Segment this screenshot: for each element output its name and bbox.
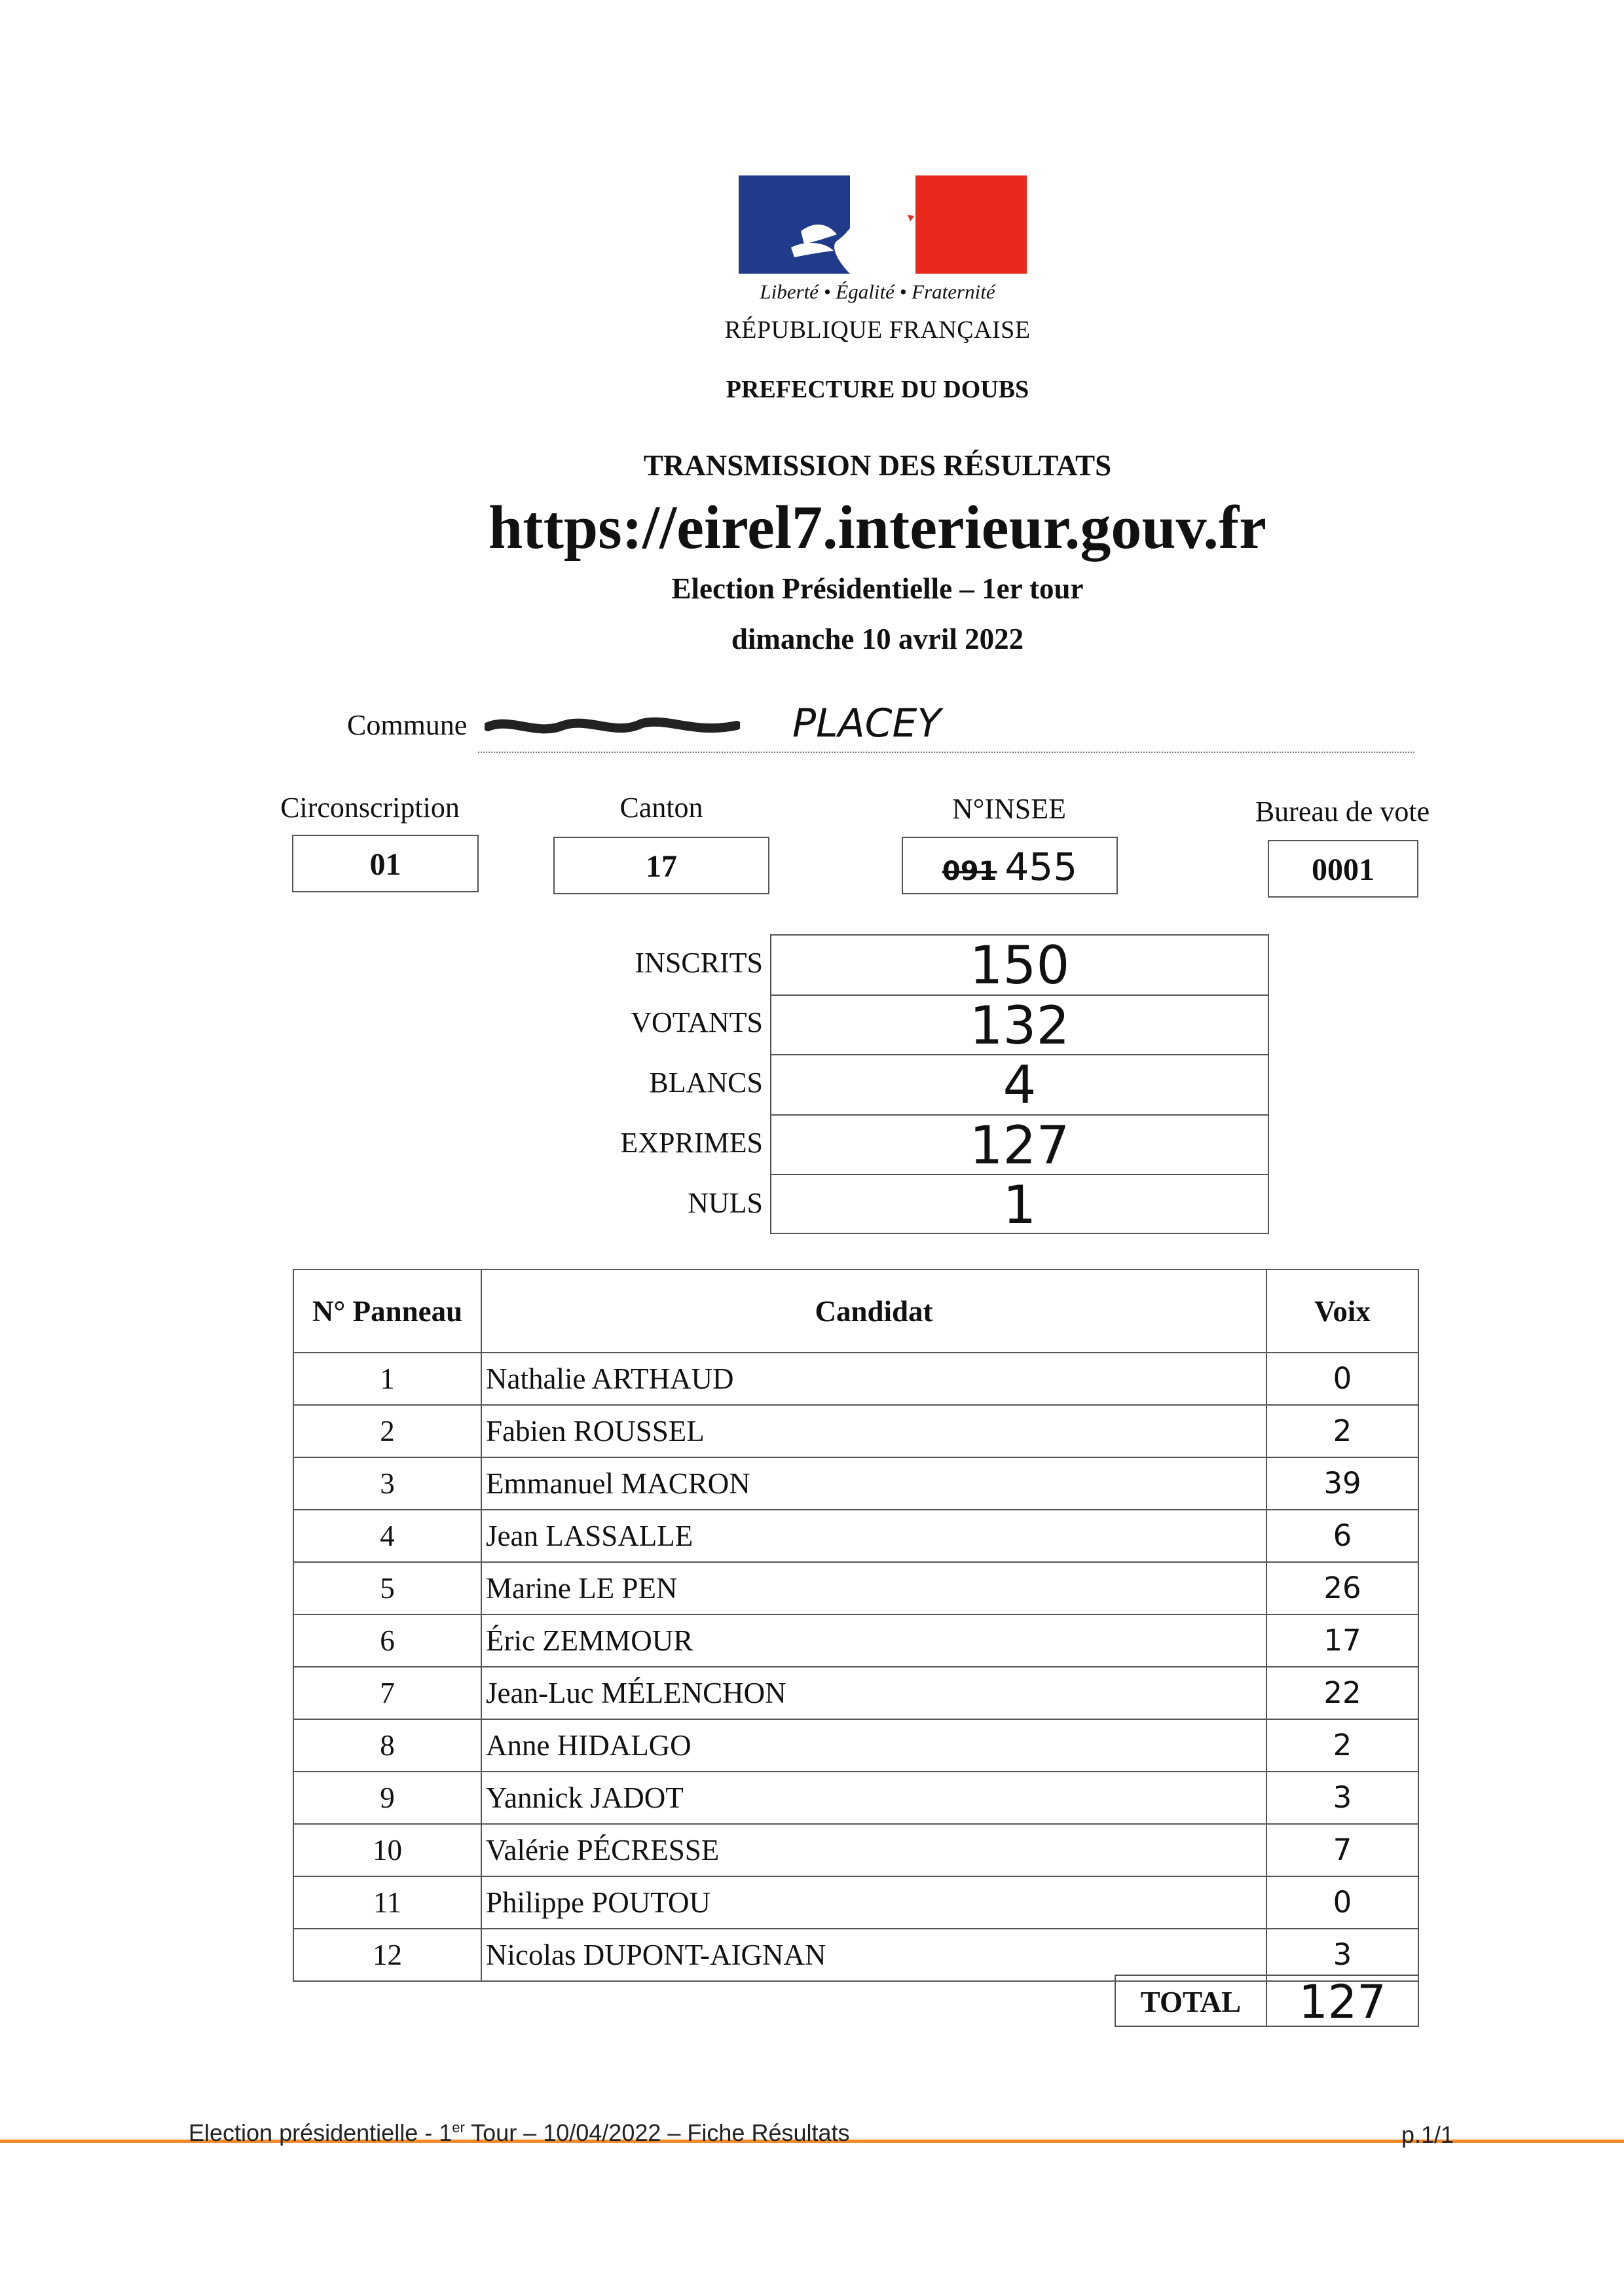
table-row	[293, 1772, 1418, 1824]
candidate-name: Éric ZEMMOUR	[481, 1614, 1266, 1667]
candidate-votes: 7	[1266, 1824, 1418, 1876]
footer-text-part1: Election présidentielle - 1	[189, 2119, 452, 2146]
table-row	[293, 1876, 1418, 1929]
row-number: 1	[293, 1353, 481, 1405]
candidate-votes: 2	[1266, 1405, 1418, 1457]
row-number: 3	[293, 1457, 481, 1510]
blancs-value: 4	[771, 1055, 1268, 1116]
footer-text-sup: er	[452, 2119, 465, 2136]
nuls-label: NULS	[688, 1187, 763, 1219]
redacted-scribble-icon	[485, 714, 740, 740]
candidate-votes: 3	[1266, 1772, 1418, 1824]
table-row	[293, 1614, 1418, 1667]
footer-text	[189, 2119, 850, 2147]
circonscription-field: 01	[292, 835, 479, 892]
row-number: 9	[293, 1772, 481, 1824]
table-row	[293, 1719, 1418, 1772]
marianne-logo-icon	[739, 175, 1027, 277]
blancs-label: BLANCS	[649, 1066, 763, 1099]
votants-label: VOTANTS	[631, 1006, 763, 1038]
commune-label: Commune	[347, 709, 468, 741]
total-label: TOTAL	[1115, 1975, 1267, 2027]
votants-value: 132	[771, 996, 1268, 1056]
row-number: 4	[293, 1510, 481, 1562]
prefecture-title: PREFECTURE DU DOUBS	[726, 376, 1029, 403]
bureau-field: 0001	[1268, 840, 1418, 898]
candidate-name: Jean LASSALLE	[481, 1510, 1266, 1562]
candidate-name: Emmanuel MACRON	[481, 1457, 1266, 1510]
footer-text-part2: Tour – 10/04/2022 – Fiche Résultats	[464, 2119, 850, 2146]
candidate-votes: 22	[1266, 1667, 1418, 1719]
republique-francaise-text: RÉPUBLIQUE FRANÇAISE	[724, 316, 1031, 344]
table-row	[293, 1562, 1418, 1614]
header-voix: Voix	[1266, 1269, 1418, 1353]
candidate-name: Yannick JADOT	[481, 1772, 1266, 1824]
election-date: dimanche 10 avril 2022	[731, 623, 1024, 655]
bureau-label: Bureau de vote	[1255, 795, 1430, 828]
candidate-votes: 2	[1266, 1719, 1418, 1772]
motto-text: Liberté • Égalité • Fraternité	[760, 280, 995, 303]
row-number: 11	[293, 1876, 481, 1929]
insee-field	[902, 837, 1118, 894]
exprimes-value: 127	[771, 1116, 1268, 1176]
row-number: 8	[293, 1719, 481, 1772]
candidate-votes: 17	[1266, 1614, 1418, 1667]
table-row	[293, 1667, 1418, 1719]
row-number: 10	[293, 1824, 481, 1876]
table-row	[293, 1929, 1418, 1981]
header-candidat: Candidat	[481, 1269, 1266, 1353]
row-number: 7	[293, 1667, 481, 1719]
insee-label: N°INSEE	[951, 793, 1067, 825]
candidate-name: Jean-Luc MÉLENCHON	[481, 1667, 1266, 1719]
candidate-votes: 3	[1266, 1929, 1418, 1981]
table-row	[293, 1510, 1418, 1562]
row-number: 2	[293, 1405, 481, 1457]
row-number: 12	[293, 1929, 481, 1981]
candidate-name: Philippe POUTOU	[481, 1876, 1266, 1929]
row-number: 5	[293, 1562, 481, 1614]
canton-label: Canton	[619, 792, 703, 824]
candidate-name: Anne HIDALGO	[481, 1719, 1266, 1772]
candidate-votes: 0	[1266, 1876, 1418, 1929]
canton-field: 17	[553, 837, 769, 894]
page-number: p.1/1	[1401, 2121, 1454, 2148]
total-value: 127	[1267, 1975, 1419, 2027]
circonscription-label: Circonscription	[280, 792, 460, 824]
totals-box	[770, 934, 1269, 1234]
insee-struck-value: 091	[942, 856, 997, 886]
inscrits-value: 150	[771, 936, 1268, 996]
insee-handwritten-value: 455	[1005, 845, 1078, 889]
header-panneau: N° Panneau	[293, 1269, 481, 1353]
exprimes-label: EXPRIMES	[620, 1127, 763, 1159]
candidates-table	[293, 1269, 1419, 1982]
candidate-name: Fabien ROUSSEL	[481, 1405, 1266, 1457]
table-header-row	[293, 1269, 1418, 1353]
candidate-votes: 0	[1266, 1353, 1418, 1405]
candidate-votes: 26	[1266, 1562, 1418, 1614]
candidate-name: Nicolas DUPONT-AIGNAN	[481, 1929, 1266, 1981]
candidate-votes: 6	[1266, 1510, 1418, 1562]
candidate-votes: 39	[1266, 1457, 1418, 1510]
nuls-value: 1	[1003, 1175, 1037, 1236]
election-title: Election Présidentielle – 1er tour	[671, 572, 1084, 605]
candidate-name: Valérie PÉCRESSE	[481, 1824, 1266, 1876]
table-row	[293, 1405, 1418, 1457]
table-row	[293, 1457, 1418, 1510]
inscrits-label: INSCRITS	[635, 947, 763, 979]
commune-dotted-line	[478, 752, 1414, 753]
commune-handwritten-value: PLACEY	[792, 701, 942, 746]
table-row	[293, 1353, 1418, 1405]
candidate-name: Nathalie ARTHAUD	[481, 1353, 1266, 1405]
transmission-title: TRANSMISSION DES RÉSULTATS	[643, 449, 1112, 482]
row-number: 6	[293, 1614, 481, 1667]
table-row	[293, 1824, 1418, 1876]
candidate-name: Marine LE PEN	[481, 1562, 1266, 1614]
results-url: https://eirel7.interieur.gouv.fr	[489, 494, 1266, 562]
